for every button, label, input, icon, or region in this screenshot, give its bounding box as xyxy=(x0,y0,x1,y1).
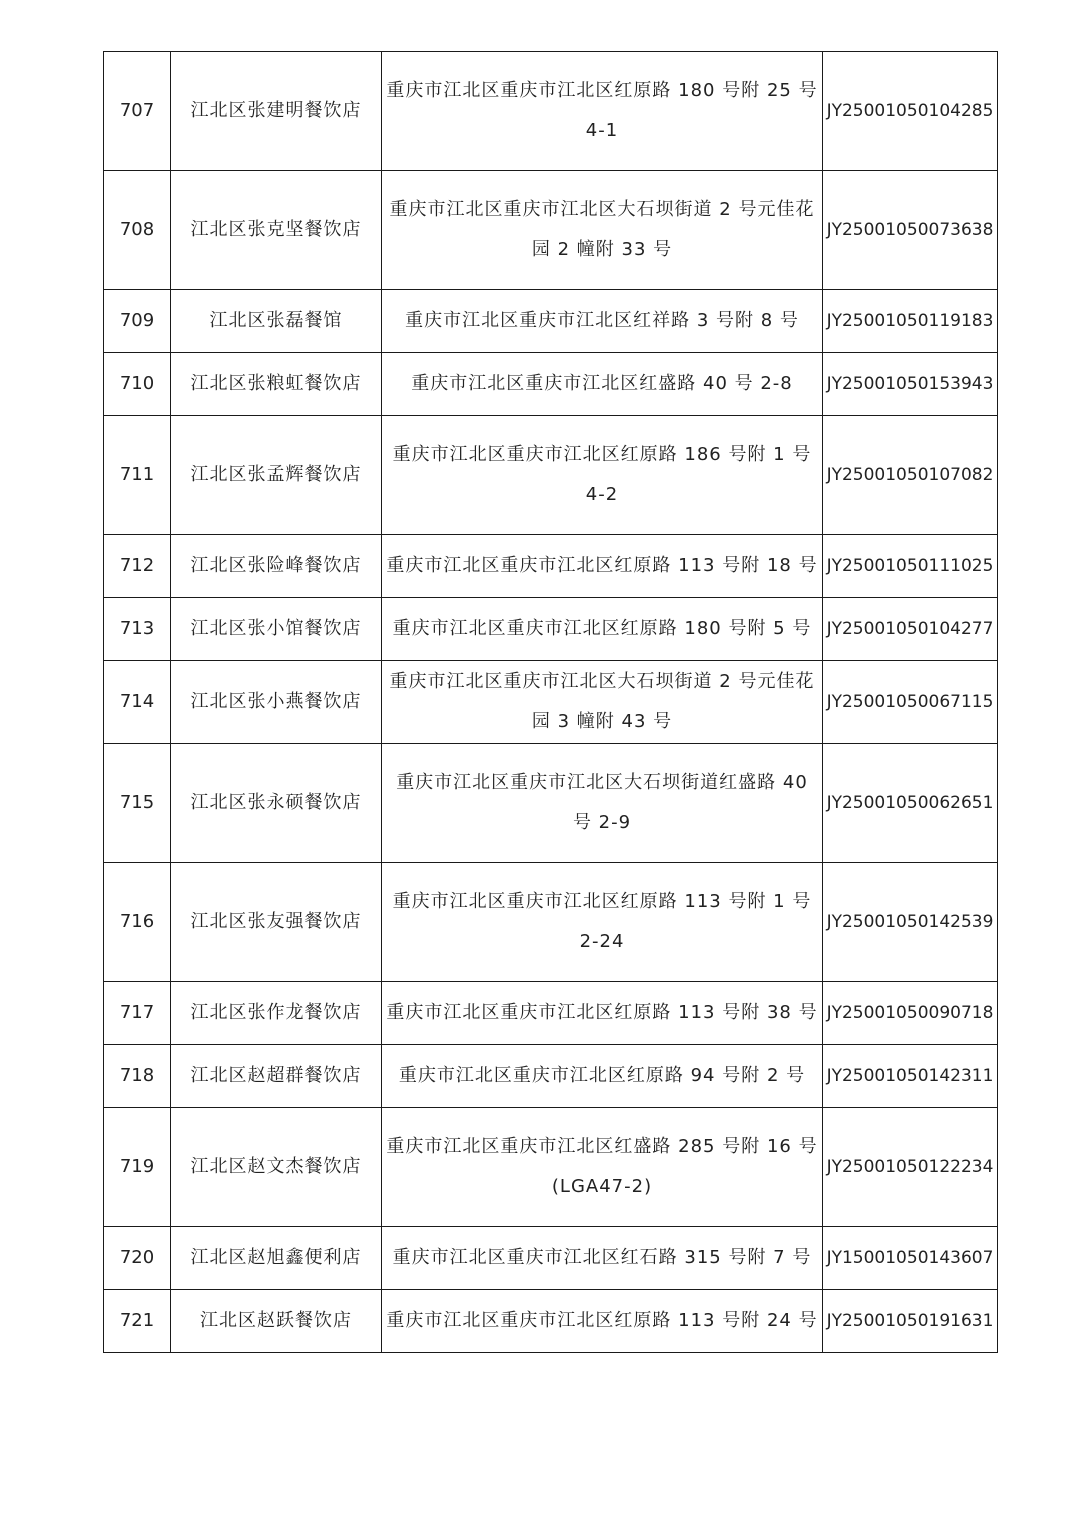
business-name: 江北区张孟辉餐饮店 xyxy=(171,416,382,535)
license-number: JY25001050090718 xyxy=(823,982,998,1045)
license-number: JY25001050107082 xyxy=(823,416,998,535)
business-name: 江北区张险峰餐饮店 xyxy=(171,535,382,598)
business-address: 重庆市江北区重庆市江北区大石坝街道 2 号元佳花园 2 幢附 33 号 xyxy=(382,171,823,290)
row-number: 716 xyxy=(104,863,171,982)
license-number: JY25001050104277 xyxy=(823,598,998,661)
business-address: 重庆市江北区重庆市江北区红盛路 40 号 2-8 xyxy=(382,353,823,416)
table-row xyxy=(104,863,998,982)
business-address: 重庆市江北区重庆市江北区红原路 113 号附 1 号 2-24 xyxy=(382,863,823,982)
business-name: 江北区张永硕餐饮店 xyxy=(171,744,382,863)
row-number: 709 xyxy=(104,290,171,353)
row-number: 721 xyxy=(104,1290,171,1353)
table-row xyxy=(104,1045,998,1108)
business-name: 江北区张磊餐馆 xyxy=(171,290,382,353)
business-name: 江北区张小馆餐饮店 xyxy=(171,598,382,661)
business-address: 重庆市江北区重庆市江北区大石坝街道 2 号元佳花园 3 幢附 43 号 xyxy=(382,661,823,744)
business-address: 重庆市江北区重庆市江北区红原路 180 号附 25 号 4-1 xyxy=(382,52,823,171)
row-number: 717 xyxy=(104,982,171,1045)
license-number: JY25001050104285 xyxy=(823,52,998,171)
table-row xyxy=(104,535,998,598)
business-address: 重庆市江北区重庆市江北区红原路 113 号附 18 号 xyxy=(382,535,823,598)
table-row xyxy=(104,1227,998,1290)
row-number: 711 xyxy=(104,416,171,535)
license-number: JY25001050073638 xyxy=(823,171,998,290)
table-row xyxy=(104,1108,998,1227)
business-address: 重庆市江北区重庆市江北区红石路 315 号附 7 号 xyxy=(382,1227,823,1290)
business-name: 江北区张友强餐饮店 xyxy=(171,863,382,982)
row-number: 719 xyxy=(104,1108,171,1227)
business-name: 江北区赵跃餐饮店 xyxy=(171,1290,382,1353)
table-row xyxy=(104,290,998,353)
business-name: 江北区张克坚餐饮店 xyxy=(171,171,382,290)
business-name: 江北区赵旭鑫便利店 xyxy=(171,1227,382,1290)
business-address: 重庆市江北区重庆市江北区红盛路 285 号附 16 号 (LGA47-2) xyxy=(382,1108,823,1227)
business-name: 江北区张粮虹餐饮店 xyxy=(171,353,382,416)
row-number: 720 xyxy=(104,1227,171,1290)
business-address: 重庆市江北区重庆市江北区红原路 113 号附 24 号 xyxy=(382,1290,823,1353)
business-address: 重庆市江北区重庆市江北区红原路 94 号附 2 号 xyxy=(382,1045,823,1108)
table-row xyxy=(104,353,998,416)
business-name: 江北区张作龙餐饮店 xyxy=(171,982,382,1045)
business-address: 重庆市江北区重庆市江北区红祥路 3 号附 8 号 xyxy=(382,290,823,353)
row-number: 707 xyxy=(104,52,171,171)
license-number: JY25001050142539 xyxy=(823,863,998,982)
business-name: 江北区张小燕餐饮店 xyxy=(171,661,382,744)
table-row xyxy=(104,1290,998,1353)
license-number: JY25001050191631 xyxy=(823,1290,998,1353)
table-row xyxy=(104,982,998,1045)
business-address: 重庆市江北区重庆市江北区红原路 180 号附 5 号 xyxy=(382,598,823,661)
row-number: 712 xyxy=(104,535,171,598)
business-name: 江北区张建明餐饮店 xyxy=(171,52,382,171)
row-number: 718 xyxy=(104,1045,171,1108)
business-address: 重庆市江北区重庆市江北区大石坝街道红盛路 40 号 2-9 xyxy=(382,744,823,863)
business-name: 江北区赵文杰餐饮店 xyxy=(171,1108,382,1227)
table-row xyxy=(104,744,998,863)
table-body xyxy=(104,52,998,1353)
license-number: JY25001050142311 xyxy=(823,1045,998,1108)
license-number: JY25001050111025 xyxy=(823,535,998,598)
row-number: 715 xyxy=(104,744,171,863)
row-number: 714 xyxy=(104,661,171,744)
license-number: JY25001050062651 xyxy=(823,744,998,863)
table-row xyxy=(104,661,998,744)
business-address: 重庆市江北区重庆市江北区红原路 186 号附 1 号 4-2 xyxy=(382,416,823,535)
row-number: 708 xyxy=(104,171,171,290)
business-address: 重庆市江北区重庆市江北区红原路 113 号附 38 号 xyxy=(382,982,823,1045)
license-number: JY25001050153943 xyxy=(823,353,998,416)
license-number: JY25001050122234 xyxy=(823,1108,998,1227)
table-row xyxy=(104,52,998,171)
table-row xyxy=(104,171,998,290)
business-name: 江北区赵超群餐饮店 xyxy=(171,1045,382,1108)
row-number: 713 xyxy=(104,598,171,661)
table-row xyxy=(104,416,998,535)
table-row xyxy=(104,598,998,661)
row-number: 710 xyxy=(104,353,171,416)
license-number: JY25001050067115 xyxy=(823,661,998,744)
business-registry-table xyxy=(103,51,998,1353)
license-number: JY15001050143607 xyxy=(823,1227,998,1290)
license-number: JY25001050119183 xyxy=(823,290,998,353)
